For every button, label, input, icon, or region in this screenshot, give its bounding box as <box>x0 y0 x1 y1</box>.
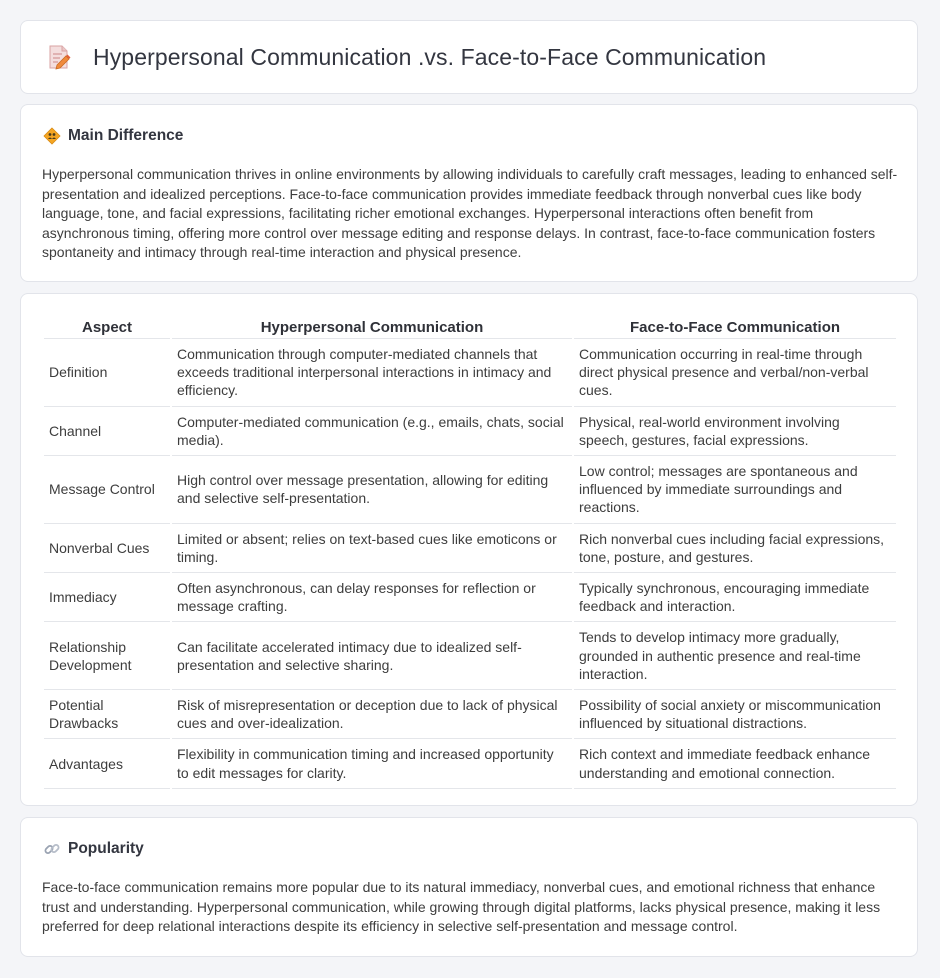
popularity-text: Face-to-face communication remains more popular due to its natural immediacy, nonverbal cues, and emotional richness that enhance trust and understanding. Hyperpersonal communication, while growing through digital platforms, lacks physical presence, making it less preferred for deep relational interactions despite its efficiency in selective self-presentation and message control. <box>42 879 881 935</box>
hyperpersonal-cell: Computer-mediated communication (e.g., emails, chats, social media). <box>172 408 572 456</box>
comparison-table <box>42 315 898 790</box>
aspect-cell: Nonverbal Cues <box>44 525 170 573</box>
main-difference-card <box>20 104 918 282</box>
aspect-cell: Message Control <box>44 457 170 524</box>
hyperpersonal-cell: Limited or absent; relies on text-based cues like emoticons or timing. <box>172 525 572 573</box>
aspect-cell: Immediacy <box>44 574 170 622</box>
page-title: Hyperpersonal Communication .vs. Face-to-Face Communication <box>93 43 767 70</box>
face-to-face-cell: Communication occurring in real-time through direct physical presence and verbal/non-verbal cues. <box>574 340 896 407</box>
face-to-face-cell: Rich nonverbal cues including facial expressions, tone, posture, and gestures. <box>574 525 896 573</box>
column-header-aspect: Aspect <box>44 316 170 339</box>
column-header-hyperpersonal: Hyperpersonal Communication <box>172 316 572 339</box>
popularity-header <box>43 840 144 858</box>
table-row <box>44 691 896 739</box>
title-card <box>20 20 918 94</box>
face-to-face-cell: Rich context and immediate feedback enhance understanding and emotional connection. <box>574 740 896 788</box>
hyperpersonal-cell: Can facilitate accelerated intimacy due to idealized self-presentation and selective sharing. <box>172 623 572 690</box>
aspect-cell: Potential Drawbacks <box>44 691 170 739</box>
title-row <box>45 43 766 71</box>
hyperpersonal-cell: Often asynchronous, can delay responses for reflection or message crafting. <box>172 574 572 622</box>
main-difference-text: Hyperpersonal communication thrives in online environments by allowing individuals to carefully craft messages, leading to enhanced self-presentation and idealized perceptions. Face-to-face communication provides immediate feedback through nonverbal cues like body language, tone, and facial expressions, facilitating richer emotional exchanges. Hyperpersonal interactions often benefit from asynchronous timing, offering more control over message editing and response delays. In contrast, face-to-face communication fosters spontaneity and intimacy through real-time interaction and physical presence. <box>42 166 898 261</box>
aspect-cell: Relationship Development <box>44 623 170 690</box>
face-to-face-cell: Tends to develop intimacy more gradually, grounded in authentic presence and real-time interaction. <box>574 623 896 690</box>
comparison-card <box>20 293 918 806</box>
hyperpersonal-cell: High control over message presentation, allowing for editing and selective self-presentation. <box>172 457 572 524</box>
face-to-face-cell: Possibility of social anxiety or miscommunication influenced by situational distractions. <box>574 691 896 739</box>
aspect-cell: Definition <box>44 340 170 407</box>
column-header-face-to-face: Face-to-Face Communication <box>574 316 896 339</box>
popularity-title: Popularity <box>68 840 144 857</box>
main-difference-header <box>43 127 183 145</box>
diamond-people-icon <box>43 127 61 145</box>
link-icon <box>43 840 61 858</box>
table-row <box>44 408 896 456</box>
popularity-card <box>20 817 918 957</box>
main-difference-title: Main Difference <box>68 127 184 144</box>
hyperpersonal-cell: Risk of misrepresentation or deception due to lack of physical cues and over-idealization. <box>172 691 572 739</box>
face-to-face-cell: Low control; messages are spontaneous and influenced by immediate surroundings and reactions. <box>574 457 896 524</box>
aspect-cell: Advantages <box>44 740 170 788</box>
document-pencil-icon <box>45 43 73 71</box>
table-header-row <box>44 316 896 339</box>
table-row <box>44 623 896 690</box>
table-row <box>44 574 896 622</box>
face-to-face-cell: Physical, real-world environment involving speech, gestures, facial expressions. <box>574 408 896 456</box>
aspect-cell: Channel <box>44 408 170 456</box>
face-to-face-cell: Typically synchronous, encouraging immediate feedback and interaction. <box>574 574 896 622</box>
table-row <box>44 340 896 407</box>
table-row <box>44 457 896 524</box>
hyperpersonal-cell: Flexibility in communication timing and increased opportunity to edit messages for clarity. <box>172 740 572 788</box>
table-row <box>44 740 896 788</box>
table-row <box>44 525 896 573</box>
hyperpersonal-cell: Communication through computer-mediated channels that exceeds traditional interpersonal interactions in intimacy and efficiency. <box>172 340 572 407</box>
